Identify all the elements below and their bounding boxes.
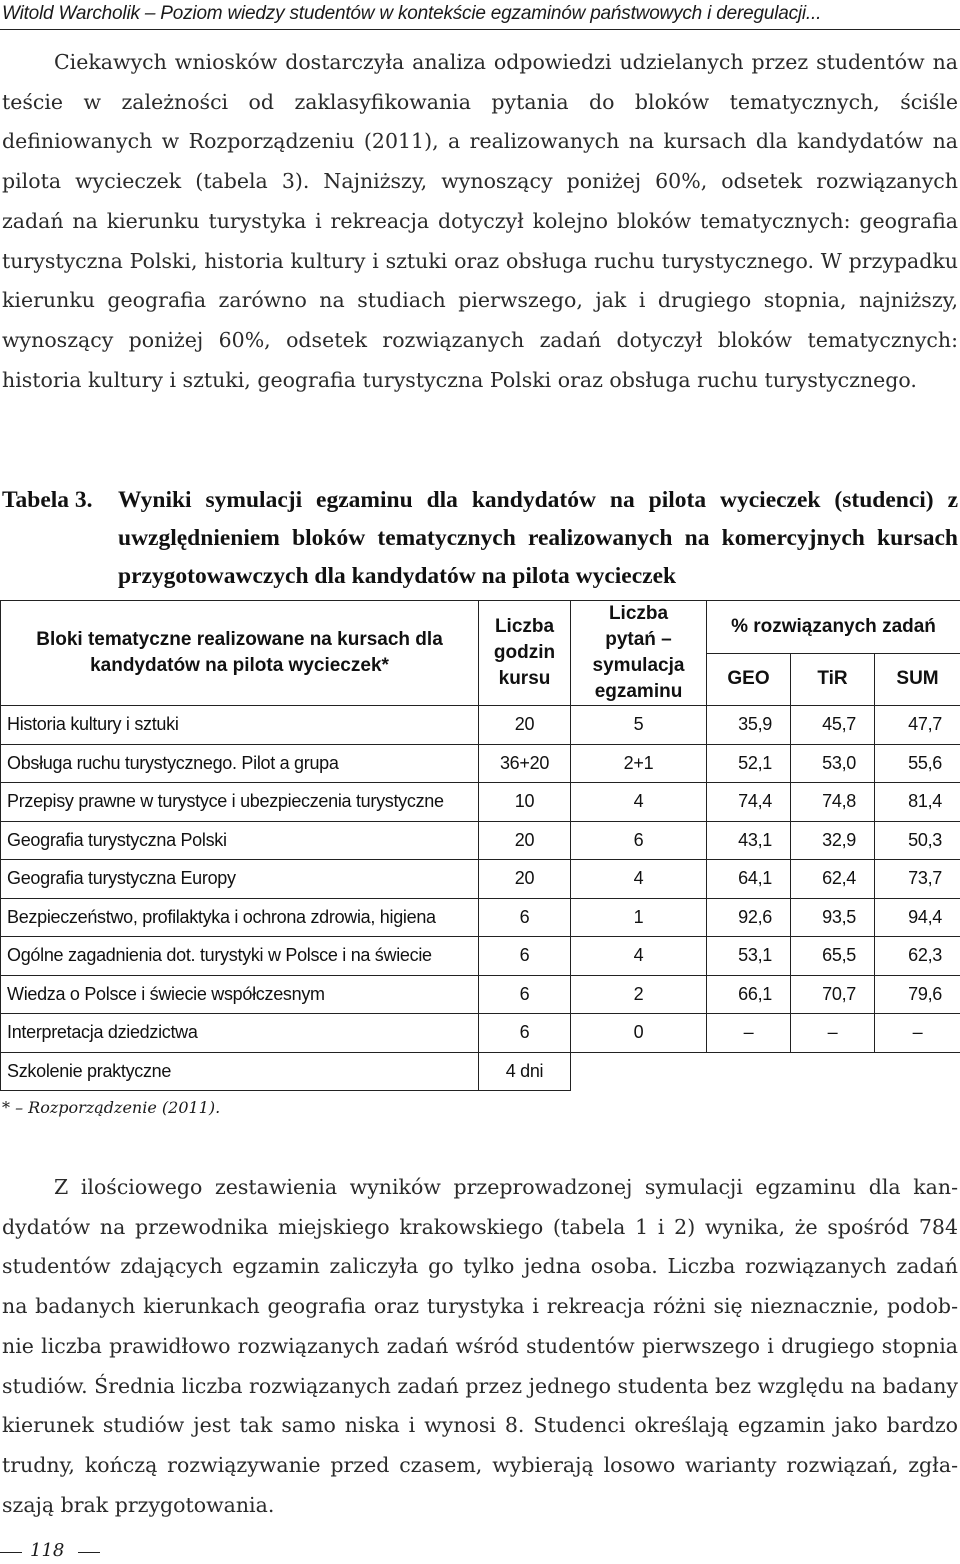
cell-sum: – [875,1014,960,1053]
cell-block: Bezpieczeństwo, profilaktyka i ochrona zdrowia, higiena [1,898,479,937]
header-tir: TiR [791,653,875,706]
header-geo: GEO [707,653,791,706]
cell-tir: 45,7 [791,706,875,745]
cell-empty [875,1052,960,1091]
cell-sum: 62,3 [875,937,960,976]
cell-hours: 20 [479,860,571,899]
cell-block: Interpretacja dziedzictwa [1,1014,479,1053]
cell-questions: 1 [571,898,707,937]
table-row [1,744,960,783]
cell-hours: 6 [479,937,571,976]
table-row [1,898,960,937]
table-row [1,975,960,1014]
header-sum: SUM [875,653,960,706]
cell-questions: 4 [571,860,707,899]
cell-sum: 81,4 [875,783,960,822]
cell-sum: 73,7 [875,860,960,899]
folio-dash-left [0,1552,22,1553]
cell-empty [707,1052,791,1091]
table-row [1,860,960,899]
cell-hours: 20 [479,821,571,860]
table-row [1,1014,960,1053]
cell-sum: 94,4 [875,898,960,937]
cell-tir: 62,4 [791,860,875,899]
cell-sum: 47,7 [875,706,960,745]
page-number-footer [0,1540,140,1564]
cell-questions: 4 [571,783,707,822]
table-caption [2,481,958,595]
cell-block: Geografia turystyczna Polski [1,821,479,860]
table-row [1,1052,960,1091]
cell-geo: 43,1 [707,821,791,860]
cell-geo: 53,1 [707,937,791,976]
cell-hours: 6 [479,975,571,1014]
table-row [1,706,960,745]
cell-geo: 66,1 [707,975,791,1014]
page-number: 118 [30,1540,65,1561]
paragraph-summary: Z ilościowego zestawienia wyników przeprowadzonej symulacji egzaminu dla kandydatów na przewodnika miejskiego krakowskiego (tabela 1 i 2) wynika, że spośród 784 studentów zdających egzamin zaliczyła go tylko jedna osoba. Liczba rozwiązanych zadań na badanych kierunkach geografia oraz turystyka i rekreacja różni się nieznacznie, podobnie liczba prawidłowo rozwiązanych zadań wśród studentów pierwszego i drugiego stopnia studiów. Średnia liczba rozwiązanych zadań przez jednego studenta bez względu na badany kierunek studiów jest tak samo niska i wynosi 8. Studenci określają egzamin jako bardzo trudny, kończą rozwiązywanie przed czasem, wybierają losowo warianty rozwiązań, zgłaszają brak przygotowania. [2,1175,958,1517]
cell-sum: 50,3 [875,821,960,860]
header-percent: % rozwiązanych zadań [707,601,960,654]
cell-questions: 6 [571,821,707,860]
cell-block: Przepisy prawne w turystyce i ubezpieczenia turystyczne [1,783,479,822]
results-table [0,600,960,1091]
cell-sum: 55,6 [875,744,960,783]
cell-tir: – [791,1014,875,1053]
cell-tir: 53,0 [791,744,875,783]
cell-tir: 74,8 [791,783,875,822]
cell-block: Ogólne zagadnienia dot. turystyki w Polsce i na świecie [1,937,479,976]
cell-questions: 5 [571,706,707,745]
cell-empty [571,1052,707,1091]
cell-geo: 64,1 [707,860,791,899]
header-hours: Liczba godzin kursu [479,601,571,706]
cell-questions: 0 [571,1014,707,1053]
table-row [1,821,960,860]
cell-geo: 35,9 [707,706,791,745]
cell-tir: 32,9 [791,821,875,860]
cell-hours: 20 [479,706,571,745]
table-row [1,937,960,976]
cell-block: Szkolenie praktyczne [1,1052,479,1091]
cell-hours: 36+20 [479,744,571,783]
cell-hours: 6 [479,898,571,937]
cell-hours: 4 dni [479,1052,571,1091]
cell-block: Wiedza o Polsce i świecie współczesnym [1,975,479,1014]
cell-geo: 92,6 [707,898,791,937]
cell-questions: 2 [571,975,707,1014]
cell-tir: 70,7 [791,975,875,1014]
cell-hours: 10 [479,783,571,822]
table-row [1,783,960,822]
header-rule [0,29,960,30]
cell-hours: 6 [479,1014,571,1053]
cell-geo: – [707,1014,791,1053]
cell-questions: 4 [571,937,707,976]
cell-tir: 65,5 [791,937,875,976]
header-questions: Liczba pytań – symulacja egzaminu [571,601,707,706]
cell-block: Historia kultury i sztuki [1,706,479,745]
cell-tir: 93,5 [791,898,875,937]
running-head: Witold Warcholik – Poziom wiedzy studentów w kontekście egzaminów państwowych i deregulacji... [2,3,822,24]
paragraph-intro: Ciekawych wniosków dostarczyła analiza odpowiedzi udzielanych przez studentów na teście w zależności od zaklasyfikowania pytania do bloków tematycznych, ściśle definiowanych w Rozporządzeniu (2011), a realizowanych na kursach dla kandydatów na pilota wycieczek (tabela 3). Najniższy, wynoszący poniżej 60%, odsetek rozwiązanych zadań na kierunku turystyka i rekreacja dotyczył kolejno bloków tematycznych: geografia turystyczna Polski, historia kultury i sztuki oraz obsługa ruchu turystycznego. W przypadku kierunku geografia zarówno na studiach pierwszego, jak i drugiego stopnia, najniższy, wynoszący poniżej 60%, odsetek rozwiązanych zadań dotyczył bloków tematycznych: historia kultury i sztuki, geografia turystyczna Polski oraz obsługa ruchu turystycznego. [2,50,958,392]
cell-block: Geografia turystyczna Europy [1,860,479,899]
cell-empty [791,1052,875,1091]
cell-sum: 79,6 [875,975,960,1014]
table-footnote: * – Rozporządzenie (2011). [2,1098,221,1117]
table-caption-text: Wyniki symulacji egzaminu dla kandydatów na pilota wycieczek (studenci) z uwzględnieniem bloków tematycznych realizowanych na komercyjnych kursach przygotowawczych dla kandydatów na pilota wycieczek [118,487,958,589]
cell-geo: 74,4 [707,783,791,822]
cell-geo: 52,1 [707,744,791,783]
folio-dash-right [78,1552,100,1553]
header-block: Bloki tematyczne realizowane na kursach dla kandydatów na pilota wycieczek* [1,601,479,706]
table-caption-label: Tabela 3. [2,487,93,513]
cell-questions: 2+1 [571,744,707,783]
cell-block: Obsługa ruchu turystycznego. Pilot a grupa [1,744,479,783]
